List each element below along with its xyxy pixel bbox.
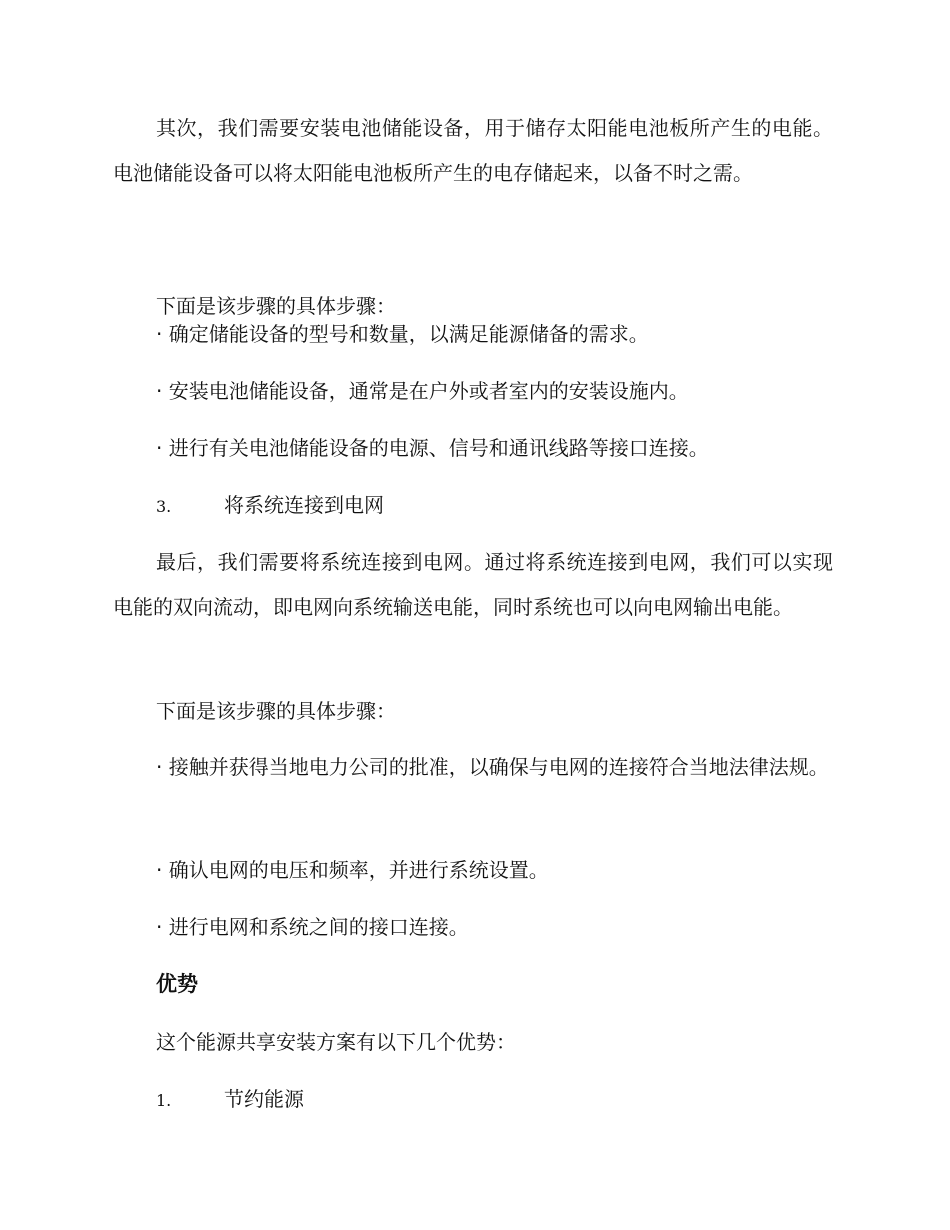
bullet-item: · 安装电池储能设备，通常是在户外或者室内的安装设施内。: [156, 379, 689, 403]
section-heading-advantages: 优势: [156, 972, 198, 996]
paragraph-advantages-intro: 这个能源共享安装方案有以下几个优势：: [156, 1030, 516, 1054]
bullet-item: · 确定储能设备的型号和数量，以满足能源储备的需求。: [156, 322, 649, 346]
numbered-step-heading: [156, 491, 384, 521]
bullet-item: · 进行电网和系统之间的接口连接。: [156, 915, 469, 939]
paragraph-grid-connection: 最后，我们需要将系统连接到电网。通过将系统连接到电网，我们可以实现电能的双向流动，即电网向系统输送电能，同时系统也可以向电网输出电能。: [113, 550, 833, 619]
numbered-advantage-heading: [156, 1085, 304, 1115]
bullet-item: · 接触并获得当地电力公司的批准，以确保与电网的连接符合当地法律法规。: [156, 755, 829, 779]
step-number: 3.: [156, 497, 172, 516]
paragraph-battery-storage: 其次，我们需要安装电池储能设备，用于储存太阳能电池板所产生的电能。电池储能设备可以将太阳能电池板所产生的电存储起来，以备不时之需。: [113, 116, 833, 185]
bullet-item: · 确认电网的电压和频率，并进行系统设置。: [156, 858, 549, 882]
advantage-title: 节约能源: [224, 1087, 304, 1111]
paragraph-steps-intro: 下面是该步骤的具体步骤：: [156, 699, 396, 723]
advantage-number: 1.: [156, 1091, 172, 1110]
paragraph-steps-intro: 下面是该步骤的具体步骤：: [156, 294, 396, 318]
step-title: 将系统连接到电网: [224, 493, 384, 517]
bullet-item: · 进行有关电池储能设备的电源、信号和通讯线路等接口连接。: [156, 436, 709, 460]
